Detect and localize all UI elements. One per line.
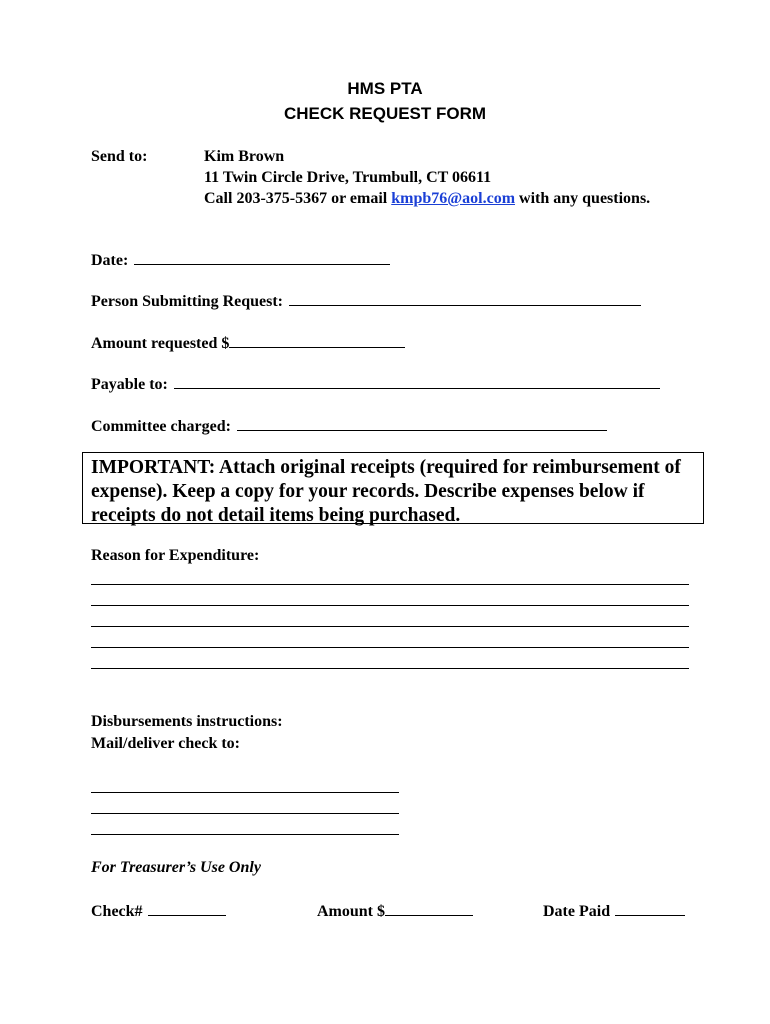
email-link[interactable]: kmpb76@aol.com [391, 190, 516, 207]
committee-label: Committee charged: [91, 418, 231, 435]
reason-line-3[interactable] [91, 626, 689, 627]
person-input-line[interactable] [289, 291, 641, 306]
committee-field-row [91, 416, 607, 436]
date-field-row [91, 250, 390, 270]
date-paid-label: Date Paid [543, 903, 611, 920]
org-title: HMS PTA [347, 79, 423, 98]
reason-line-1[interactable] [91, 584, 689, 585]
person-field-row [91, 291, 641, 311]
check-number-label: Check# [91, 903, 143, 920]
payable-label: Payable to: [91, 376, 168, 393]
recipient-address: 11 Twin Circle Drive, Trumbull, CT 06611 [204, 169, 492, 186]
send-to-label: Send to: [91, 148, 148, 165]
contact-prefix: Call 203-375-5367 or email [204, 190, 392, 207]
reason-line-2[interactable] [91, 605, 689, 606]
treasurer-heading: For Treasurer’s Use Only [91, 859, 261, 876]
date-label: Date: [91, 252, 129, 269]
amount-field-row [91, 333, 405, 353]
mail-line-2[interactable] [91, 813, 399, 814]
form-title: CHECK REQUEST FORM [283, 104, 487, 123]
recipient-name: Kim Brown [204, 148, 285, 165]
payable-field-row [91, 374, 660, 394]
mail-deliver-label: Mail/deliver check to: [91, 735, 240, 752]
check-number-row [91, 901, 226, 921]
date-paid-row [543, 901, 685, 921]
amount-input-line[interactable] [229, 333, 405, 348]
reason-line-5[interactable] [91, 668, 689, 669]
contact-line [204, 190, 650, 208]
mail-line-1[interactable] [91, 792, 399, 793]
date-input-line[interactable] [134, 250, 390, 265]
date-paid-line[interactable] [615, 901, 685, 916]
mail-line-3[interactable] [91, 834, 399, 835]
check-number-line[interactable] [148, 901, 226, 916]
payable-input-line[interactable] [174, 374, 660, 389]
treasurer-amount-line[interactable] [385, 901, 473, 916]
treasurer-amount-label: Amount $ [317, 903, 386, 920]
important-notice-box: IMPORTANT: Attach original receipts (required for reimbursement of expense). Keep a copy for your records. Describe expenses below if receipts do not detail items being purchased. [82, 452, 704, 524]
person-label: Person Submitting Request: [91, 293, 284, 310]
reason-line-4[interactable] [91, 647, 689, 648]
disbursement-label: Disbursements instructions: [91, 713, 283, 730]
amount-label: Amount requested $ [91, 335, 230, 352]
committee-input-line[interactable] [237, 416, 607, 431]
treasurer-amount-row [317, 901, 473, 921]
reason-label: Reason for Expenditure: [91, 547, 260, 564]
contact-suffix: with any questions. [515, 190, 651, 207]
